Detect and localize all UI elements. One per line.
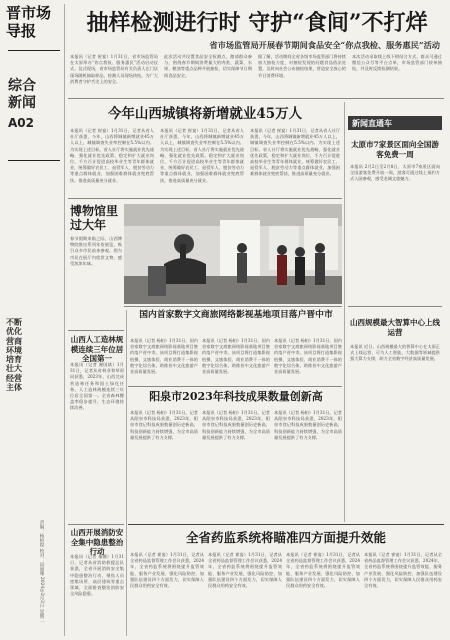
lead-col-2: 此次活动共设置食品安全检测点，邀请群众参与，围绕春节期间消费量大的肉类、蔬菜、水果、粮油等重点品种开展抽检，切实保障节日期间食品安全。 [164, 54, 252, 78]
section-name: 综合新闻 [8, 78, 36, 111]
brief-label: 新闻直通车 [352, 118, 392, 128]
fire-title: 山西开展消防安全集中隐患整治行动 [70, 528, 124, 556]
science-body-c: 本报讯（记者 杨柏）1月31日，记者从阳泉市科技局获悉，2023年，阳泉市登记科技成果数量创历史新高，科技创新能力持续增强，为全市高质量发展提供了有力支撑。 [274, 410, 342, 440]
brief-item2-title: 山西规模最大智算中心上线运营 [350, 318, 440, 337]
page-number: A02 [8, 116, 34, 130]
vertical-slogan: 不断优化营商环境 培育壮大经营主体 [6, 317, 22, 393]
museum-photo-drawing [124, 204, 342, 304]
employment-body-a: 本报讯（记者 崔宴）1月31日，记者从省人社厅获悉，今年，山西将城镇新增就业45万人以上，城镇调查失业率控制在5.5%以内。为实现上述目标，省人社厅将实施就业优先战略，强化就业优先政策，稳定和扩大就业岗位，千方百计促进高校毕业生等青年群体就业，统筹做好农民工、退役军人、脱贫劳动力等重点群体就业，加强困难群体就业兜底帮扶，推进高质量充分就业。 [70, 128, 154, 183]
brief-item1-title: 太原市7家景区面向全国游客免费一周 [351, 140, 439, 159]
lead-col-4: 本次活动采取线上线下相结合方式，群众可通过微信公众号等平台点单，市场监管部门按单抽检，并及时反馈检测结果。 [352, 54, 442, 72]
center-body-c: 本报讯（记者 杨柏）1月31日，国内首家数字文商旅网络影视基地项目签约落户晋中市。该项目将打造集影视拍摄、文旅体验、商业消费于一体的数字化综合体，助推晋中文化旅游产业高质量发展。 [274, 338, 342, 375]
science-title: 阳泉市2023年科技成果数量创新高 [149, 390, 323, 403]
science-body-b: 本报讯（记者 杨柏）1月31日，记者从阳泉市科技局获悉，2023年，阳泉市登记科技成果数量创历史新高，科技创新能力持续增强，为全市高质量发展提供了有力支撑。 [202, 410, 270, 440]
center-title: 国内首家数字文商旅网络影视基地项目落户晋中市 [139, 310, 333, 320]
employment-title: 今年山西城镇将新增就业45万人 [107, 106, 303, 122]
brief-label-box [348, 116, 442, 130]
masthead [6, 4, 62, 48]
brief-item2-body: 本报讯 近日，山西规模最大的智算中心在太原正式上线运营，可为人工智能、大数据等领域提供强大算力支撑，助力全省数字经济高质量发展。 [350, 344, 440, 362]
science-body-a: 本报讯（记者 杨柏）1月31日，记者从阳泉市科技局获悉，2023年，阳泉市登记科技成果数量创历史新高，科技创新能力持续增强，为全市高质量发展提供了有力支撑。 [130, 410, 198, 440]
brief-item1-body: 本报讯 2月2日至2月8日，太原市7家景区面向全国游客免费开放一周，游客可通过线上预约方式入园参观，感受龙城文旅魅力。 [350, 164, 440, 182]
industry-body: 本报讯（记者 谢国斌）1月31日，记者从省林业和草原局获悉，2023年，山西完成营造林任务和国土绿化任务，人工造林规模连续三年位居全国第一。全省森林覆盖率稳步提升，生态环境持续改善。 [70, 362, 124, 411]
bottom-body-d: 本报讯（记者 崔宴）1月31日，记者从全省药品监督管理工作会议获悉，2024年，全省药监系统将围绕提升监管效能、服务产业发展、强化风险防控、加强队伍建设四个方面发力，切实保障人民群众用药安全有效。 [364, 552, 442, 589]
center-body-b: 本报讯（记者 杨柏）1月31日，国内首家数字文商旅网络影视基地项目签约落户晋中市。该项目将打造集影视拍摄、文旅体验、商业消费于一体的数字化综合体，助推晋中文化旅游产业高质量发展。 [202, 338, 270, 375]
bottom-title: 全省药监系统将瞄准四方面提升效能 [185, 530, 386, 545]
lead-subtitle: 省市场监管局开展春节期间食品安全“你点我检、服务惠民”活动 [209, 40, 440, 50]
industry-title: 山西人工造林规模连续三年位居全国第一 [70, 335, 124, 363]
museum-caption: 春节假期来临之际，山西博物院推出系列年俗展览，吸引众多市民前来参观。图为市民在展厅内欣赏文物，感受浓浓年味。 [70, 236, 122, 266]
bottom-body-a: 本报讯（记者 崔宴）1月31日，记者从全省药品监督管理工作会议获悉，2024年，全省药监系统将围绕提升监管效能、服务产业发展、强化风险防控、加强队伍建设四个方面发力，切实保障人民群众用药安全有效。 [130, 552, 204, 589]
bottom-body-c: 本报讯（记者 崔宴）1月31日，记者从全省药品监督管理工作会议获悉，2024年，全省药监系统将围绕提升监管效能、服务产业发展、强化风险防控、加强队伍建设四个方面发力，切实保障人民群众用药安全有效。 [286, 552, 360, 589]
section-label [8, 78, 48, 130]
museum-title: 博物馆里过大年 [70, 204, 119, 232]
masthead-title: 晋市场导报 [6, 4, 52, 40]
museum-photo [124, 204, 342, 304]
employment-body-c: 本报讯（记者 崔宴）1月31日，记者从省人社厅获悉，今年，山西将城镇新增就业45万人以上，城镇调查失业率控制在5.5%以内。为实现上述目标，省人社厅将实施就业优先战略，强化就业优先政策，稳定和扩大就业岗位，千方百计促进高校毕业生等青年群体就业，统筹做好农民工、退役军人、脱贫劳动力等重点群体就业，加强困难群体就业兜底帮扶，推进高质量充分就业。 [250, 128, 340, 177]
sidebar-dateline: 责编：杨柏煌 校对：田丽珊 2024年2月2日 星期二 [39, 520, 44, 623]
center-body-a: 本报讯（记者 杨柏）1月31日，国内首家数字文商旅网络影视基地项目签约落户晋中市。该项目将打造集影视拍摄、文旅体验、商业消费于一体的数字化综合体，助推晋中文化旅游产业高质量发展。 [130, 338, 198, 375]
lead-col-3: 据了解，活动期间全省各级市场监管部门将持续加大抽检力度，对抽检发现的问题食品依法处置，及时向社会公布抽检结果，营造安全放心的节日消费环境。 [258, 54, 346, 78]
fire-body: 本报讯（记者 秦娜）1月31日，记者从省消防救援总队获悉，全省开展消防安全集中隐患整治行动，聚焦人员密集场所、高层建筑等重点领域，全面排查整治消防安全风险隐患。 [70, 554, 124, 597]
lead-title: 抽样检测进行时 守护“食间”不打烊 [86, 10, 428, 36]
employment-body-b: 本报讯（记者 崔宴）1月31日，记者从省人社厅获悉，今年，山西将城镇新增就业45万人以上，城镇调查失业率控制在5.5%以内。为实现上述目标，省人社厅将实施就业优先战略，强化就业优先政策，稳定和扩大就业岗位，千方百计促进高校毕业生等青年群体就业，统筹做好农民工、退役军人、脱贫劳动力等重点群体就业，加强困难群体就业兜底帮扶，推进高质量充分就业。 [160, 128, 244, 183]
lead-col-1: 本报讯（记者 崔宴）1月31日，省市场监管局在太原举办“你点我检、服务惠民”活动启动仪式。仪式现场，省市场监管局有关负责人在门店现场随机抽取样品，检测人员现场快检，为广大消费者守护舌尖上的安全。 [70, 54, 158, 84]
bottom-body-b: 本报讯（记者 崔宴）1月31日，记者从全省药品监督管理工作会议获悉，2024年，全省药监系统将围绕提升监管效能、服务产业发展、强化风险防控、加强队伍建设四个方面发力，切实保障人民群众用药安全有效。 [208, 552, 282, 589]
